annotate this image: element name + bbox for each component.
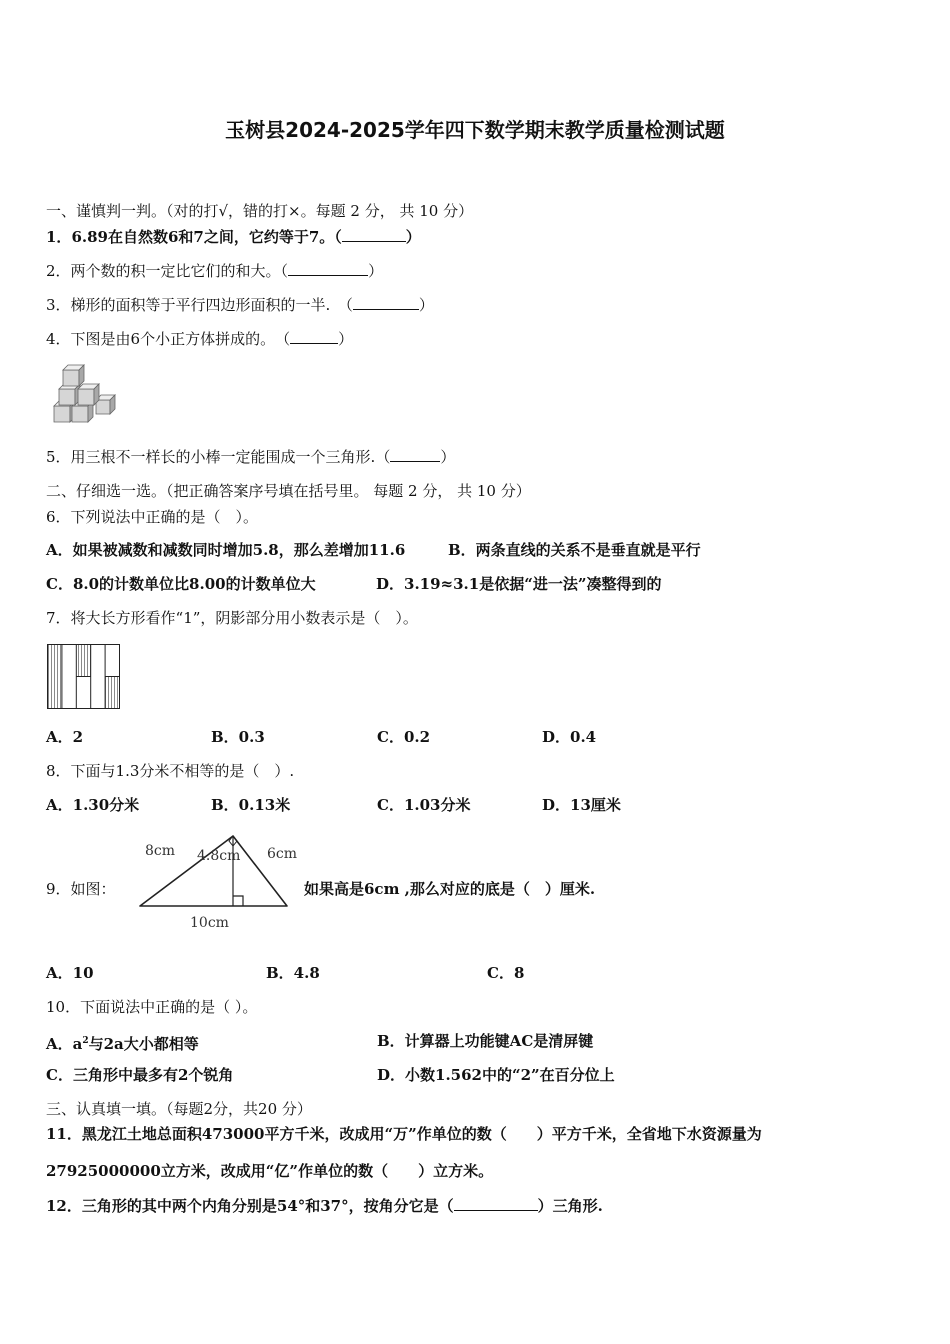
question-text: 两个数的积一定比它们的和大。（ bbox=[70, 262, 289, 280]
question-number: 3． bbox=[46, 296, 71, 314]
half-strip bbox=[105, 645, 119, 677]
q8-option-a[interactable]: A．1.30分米 bbox=[46, 796, 140, 814]
q7-option-d[interactable]: D．0.4 bbox=[542, 728, 597, 746]
question-8-stem: 8．下面与1.3分米不相等的是（ ）. bbox=[46, 762, 295, 780]
section-1-heading: 一、谨慎判一判。（对的打√，错的打×。每题 2 分， 共 10 分） bbox=[46, 202, 474, 220]
question-11-line2: 27925000000立方米，改成用“亿”作单位的数（ ）立方米。 bbox=[46, 1162, 494, 1180]
question-text: 梯形的面积等于平行四边形面积的一半. （ bbox=[70, 296, 353, 314]
question-5 bbox=[46, 447, 455, 467]
question-9-text: 如果高是6cm ,那么对应的底是（ ）厘米. bbox=[304, 880, 596, 898]
label-height: 4.8cm bbox=[197, 848, 241, 864]
q6-option-c[interactable]: C．8.0的计数单位比8.00的计数单位大 bbox=[46, 575, 316, 593]
cube bbox=[78, 384, 99, 405]
q10-option-a[interactable] bbox=[46, 1031, 199, 1054]
q10-option-b[interactable]: B．计算器上功能键AC是清屏键 bbox=[377, 1032, 594, 1050]
question-10-stem: 10．下面说法中正确的是（ ）。 bbox=[46, 998, 258, 1016]
cube bbox=[63, 365, 84, 386]
q7-option-c[interactable]: C．0.2 bbox=[377, 728, 431, 746]
question-number: 2． bbox=[46, 262, 71, 280]
answer-blank[interactable] bbox=[390, 447, 440, 462]
q8-option-b[interactable]: B．0.13米 bbox=[211, 796, 291, 814]
q7-option-b[interactable]: B．0.3 bbox=[211, 728, 265, 746]
question-12 bbox=[46, 1196, 603, 1216]
question-2 bbox=[46, 261, 383, 281]
bracket-close: ） bbox=[338, 330, 354, 348]
section-3-heading: 三、认真填一填。（每题2分，共20 分） bbox=[46, 1100, 312, 1118]
answer-blank[interactable] bbox=[454, 1196, 538, 1211]
option-text: 与2a大小都相等 bbox=[88, 1035, 199, 1053]
question-text: 下图是由6个小正方体拼成的。 （ bbox=[70, 330, 291, 348]
section-2-heading: 二、仔细选一选。（把正确答案序号填在括号里。 每题 2 分， 共 10 分） bbox=[46, 482, 531, 500]
strip bbox=[62, 645, 76, 709]
bracket-close: ） bbox=[405, 228, 421, 246]
question-number: 5． bbox=[46, 448, 71, 466]
label-base: 10cm bbox=[190, 915, 229, 931]
cubes-figure bbox=[50, 362, 120, 428]
option-text: A．a bbox=[46, 1035, 83, 1053]
question-number: 4． bbox=[46, 330, 71, 348]
cube bbox=[59, 384, 80, 405]
bracket-close: ） bbox=[418, 296, 434, 314]
answer-blank[interactable] bbox=[288, 261, 368, 276]
half-strip bbox=[76, 677, 90, 709]
answer-blank[interactable] bbox=[353, 295, 419, 310]
q9-option-b[interactable]: B．4.8 bbox=[266, 964, 320, 982]
q8-option-c[interactable]: C．1.03分米 bbox=[377, 796, 471, 814]
question-number: 1． bbox=[46, 228, 72, 246]
question-3 bbox=[46, 295, 434, 315]
rectangle-figure bbox=[47, 644, 121, 710]
question-text-end: ）三角形. bbox=[537, 1197, 603, 1215]
question-4 bbox=[46, 329, 353, 349]
strip bbox=[91, 645, 105, 709]
q9-option-c[interactable]: C．8 bbox=[487, 964, 525, 982]
label-left-side: 8cm bbox=[145, 843, 176, 859]
shaded-half-strip bbox=[76, 645, 90, 677]
question-9-prefix: 9．如图： bbox=[46, 880, 116, 898]
q10-option-d[interactable]: D．小数1.562中的“2”在百分位上 bbox=[377, 1066, 615, 1084]
q6-option-d[interactable]: D．3.19≈3.1是依据“进一法”凑整得到的 bbox=[376, 575, 662, 593]
bracket-close: ） bbox=[368, 262, 384, 280]
superscript: 2 bbox=[82, 1036, 89, 1046]
question-text: 6.89在自然数6和7之间，它约等于7。（ bbox=[71, 228, 342, 246]
question-text: 用三根不一样长的小棒一定能围成一个三角形.（ bbox=[70, 448, 391, 466]
q10-option-c[interactable]: C．三角形中最多有2个锐角 bbox=[46, 1066, 234, 1084]
q7-option-a[interactable]: A．2 bbox=[46, 728, 84, 746]
answer-blank[interactable] bbox=[290, 329, 338, 344]
question-6-stem: 6．下列说法中正确的是（ ）。 bbox=[46, 508, 259, 526]
page-title: 玉树县2024-2025学年四下数学期末教学质量检测试题 bbox=[225, 118, 725, 142]
answer-blank[interactable] bbox=[342, 227, 406, 242]
question-text: 12．三角形的其中两个内角分别是54°和37°，按角分它是（ bbox=[46, 1197, 454, 1215]
shaded-half-strip bbox=[105, 677, 119, 709]
question-1 bbox=[46, 227, 421, 247]
bracket-close: ） bbox=[440, 448, 456, 466]
triangle-figure bbox=[130, 830, 305, 935]
q6-option-b[interactable]: B．两条直线的关系不是垂直就是平行 bbox=[448, 541, 701, 559]
q9-option-a[interactable]: A．10 bbox=[46, 964, 94, 982]
question-11-line1: 11．黑龙江土地总面积473000平方千米，改成用“万”作单位的数（ ）平方千米，全省地下水资源量为 bbox=[46, 1125, 762, 1143]
label-right-side: 6cm bbox=[267, 846, 298, 862]
q8-option-d[interactable]: D．13厘米 bbox=[542, 796, 621, 814]
shaded-strip bbox=[48, 645, 62, 709]
right-angle-mark bbox=[233, 896, 243, 906]
question-7-stem: 7．将大长方形看作“1”，阴影部分用小数表示是（ ）。 bbox=[46, 609, 418, 627]
q6-option-a[interactable]: A．如果被减数和减数同时增加5.8，那么差增加11.6 bbox=[46, 541, 406, 559]
